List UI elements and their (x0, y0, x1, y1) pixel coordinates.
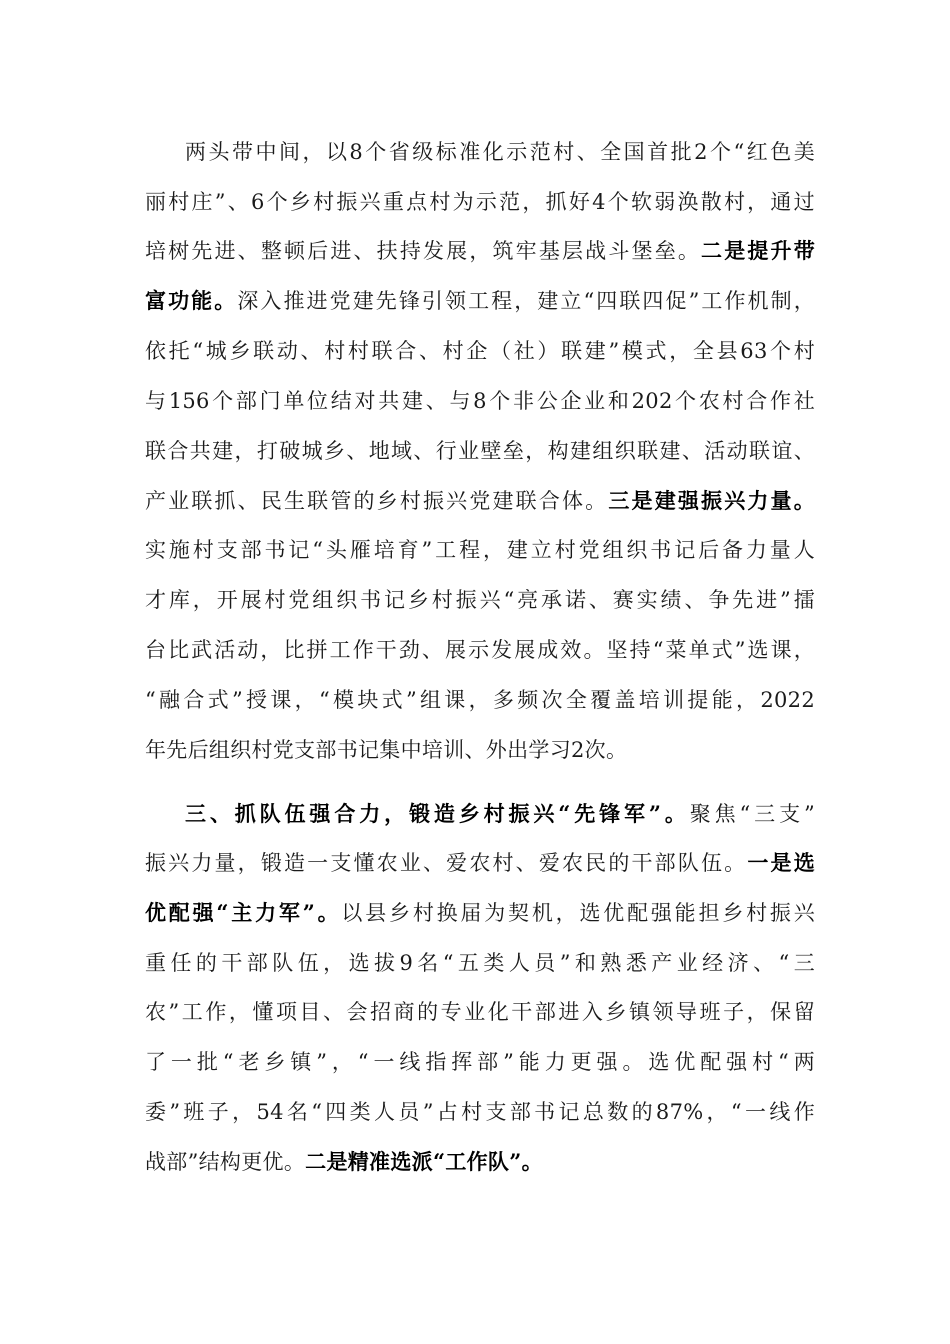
text-line (145, 1145, 815, 1179)
bold-heading: 一是选 (747, 850, 815, 875)
text-line (145, 583, 815, 617)
text-segment: “融合式”授课，“模块式”组课，多频次全覆盖培训提能，2022 (145, 688, 815, 712)
text-segment: 台比武活动，比拼工作干劲、展示发展成效。坚持“菜单式”选课， (145, 638, 816, 662)
text-segment: 农”工作，懂项目、会招商的专业化干部进入乡镇领导班子，保留 (145, 1000, 815, 1024)
text-line (145, 234, 815, 268)
text-segment: 年先后组织村党支部书记集中培训、外出学习2次。 (145, 738, 628, 762)
text-segment: 聚焦“三支” (689, 802, 815, 826)
text-line (145, 484, 815, 518)
bold-heading: 优配强“主力军”。 (145, 900, 342, 925)
bold-heading: 三是建强振兴力量。 (608, 488, 816, 513)
section-heading: 三、抓队伍强合力，锻造乡村振兴“先锋军”。 (185, 801, 690, 826)
text-line (145, 896, 815, 930)
text-line (145, 995, 815, 1029)
text-segment: 丽村庄”、6个乡村振兴重点村为示范，抓好4个软弱涣散村，通过 (145, 190, 815, 214)
text-line (145, 533, 815, 567)
text-line (145, 683, 815, 717)
text-line (145, 334, 815, 368)
text-segment: 了一批“老乡镇”，“一线指挥部”能力更强。选优配强村“两 (145, 1050, 815, 1074)
text-line (185, 797, 815, 831)
text-line (145, 1045, 815, 1079)
text-segment: 培树先进、整顿后进、扶持发展，筑牢基层战斗堡垒。 (145, 239, 702, 263)
text-line (145, 384, 815, 418)
text-segment: 重任的干部队伍，选拔9名“五类人员”和熟悉产业经济、“三 (145, 951, 815, 975)
bold-heading: 二是提升带 (701, 238, 816, 263)
text-segment: 委”班子，54名“四类人员”占村支部书记总数的87%，“一线作 (145, 1100, 815, 1124)
text-line (145, 946, 815, 980)
text-segment: 实施村支部书记“头雁培育”工程，建立村党组织书记后备力量人 (145, 538, 815, 562)
text-segment: 振兴力量，锻造一支懂农业、爱农村、爱农民的干部队伍。 (145, 851, 748, 875)
text-line (145, 434, 815, 468)
text-segment: 两头带中间，以8个省级标准化示范村、全国首批2个“红色美 (185, 140, 815, 164)
text-line (145, 733, 815, 767)
text-line (185, 135, 815, 169)
text-segment: 以县乡村换届为契机，选优配强能担乡村振兴 (341, 901, 815, 925)
text-line (145, 846, 815, 880)
text-segment: 深入推进党建先锋引领工程，建立“四联四促”工作机制， (237, 289, 815, 313)
text-segment: 战部”结构更优。 (145, 1150, 306, 1174)
text-line (145, 284, 815, 318)
text-segment: 依托“城乡联动、村村联合、村企（社）联建”模式，全县63个村 (145, 339, 815, 363)
text-segment: 才库，开展村党组织书记乡村振兴“亮承诺、赛实绩、争先进”擂 (145, 588, 815, 612)
bold-heading: 二是精准选派“工作队”。 (305, 1149, 543, 1174)
text-segment: 联合共建，打破城乡、地域、行业壁垒，构建组织联建、活动联谊、 (145, 439, 815, 463)
text-line (145, 1095, 815, 1129)
text-segment: 与156个部门单位结对共建、与8个非公企业和202个农村合作社 (145, 389, 815, 413)
text-line (145, 185, 815, 219)
text-line (145, 633, 815, 667)
bold-heading: 富功能。 (145, 288, 238, 313)
text-segment: 产业联抓、民生联管的乡村振兴党建联合体。 (145, 489, 609, 513)
